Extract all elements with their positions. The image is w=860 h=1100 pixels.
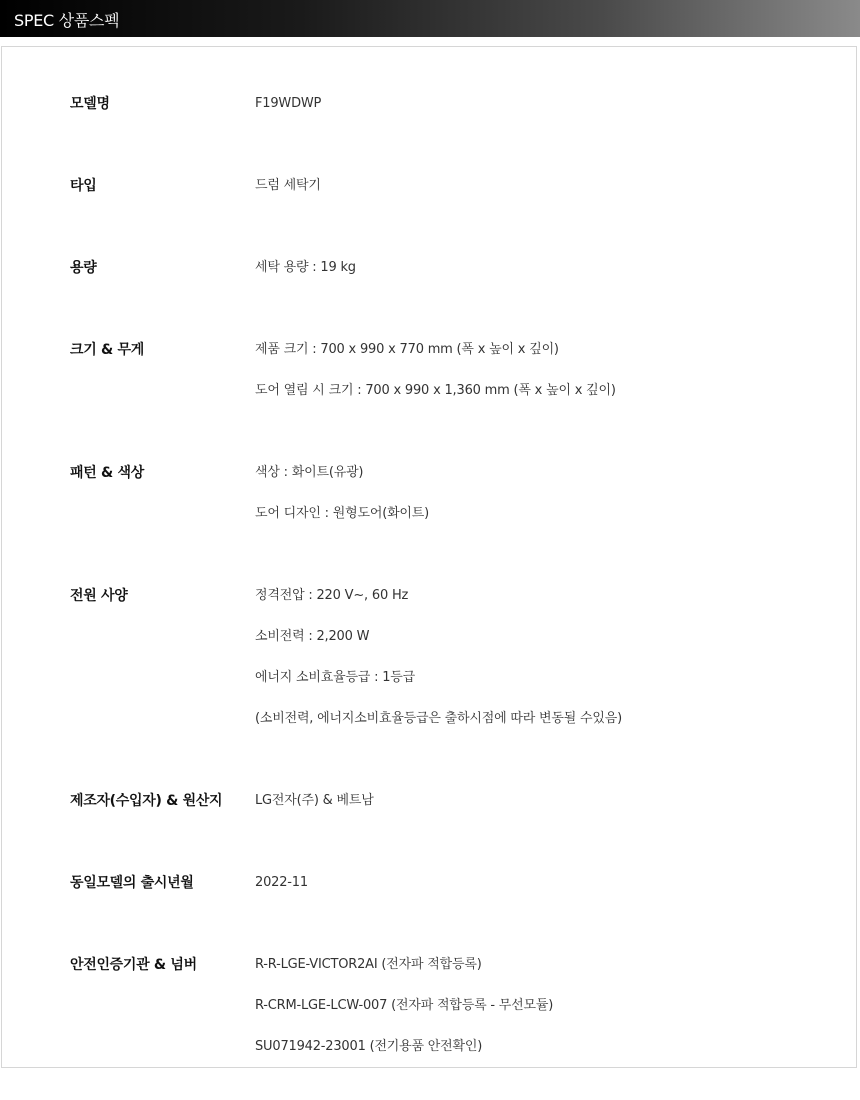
spec-value: 제품 크기 : 700 x 990 x 770 mm (폭 x 높이 x 깊이) — [255, 342, 559, 357]
spec-values — [255, 259, 356, 277]
spec-values — [255, 341, 616, 400]
spec-value: LG전자(주) & 베트남 — [255, 793, 374, 808]
spec-values — [255, 464, 429, 523]
spec-label: 전원 사양 — [70, 588, 128, 604]
spec-values — [255, 587, 622, 728]
spec-label: 용량 — [70, 260, 97, 276]
spec-label: 패턴 & 색상 — [70, 465, 144, 481]
spec-values — [255, 177, 321, 195]
spec-label: 모델명 — [70, 96, 110, 112]
spec-values — [255, 874, 308, 892]
spec-values — [255, 792, 374, 810]
spec-value: 소비전력 : 2,200 W — [255, 629, 370, 644]
spec-value: 에너지 소비효율등급 : 1등급 — [255, 670, 415, 685]
spec-value: SU071942-23001 (전기용품 안전확인) — [255, 1039, 483, 1054]
spec-value: F19WDWP — [255, 96, 322, 111]
spec-value: R-R-LGE-VICTOR2AI (전자파 적합등록) — [255, 957, 482, 972]
spec-header-bar — [0, 0, 860, 37]
spec-value: 드럼 세탁기 — [255, 178, 321, 193]
spec-value: (소비전력, 에너지소비효율등급은 출하시점에 따라 변동될 수있음) — [255, 711, 623, 726]
spec-value: R-CRM-LGE-LCW-007 (전자파 적합등록 - 무선모듈) — [255, 998, 554, 1013]
spec-header-title: SPEC 상품스펙 — [14, 11, 120, 30]
spec-label: 제조자(수입자) & 원산지 — [70, 793, 223, 809]
spec-value: 세탁 용량 : 19 kg — [255, 260, 356, 275]
spec-label: 타입 — [70, 178, 97, 194]
spec-value: 2022-11 — [255, 875, 308, 890]
spec-value: 도어 열림 시 크기 : 700 x 990 x 1,360 mm (폭 x 높이 x 깊이) — [255, 383, 616, 398]
spec-value: 도어 디자인 : 원형도어(화이트) — [255, 506, 430, 521]
spec-label: 동일모델의 출시년월 — [70, 875, 194, 891]
spec-value: 색상 : 화이트(유광) — [255, 465, 364, 480]
spec-values — [255, 95, 321, 113]
spec-label: 크기 & 무게 — [70, 342, 144, 358]
spec-value: 정격전압 : 220 V~, 60 Hz — [255, 588, 409, 603]
spec-label: 안전인증기관 & 넘버 — [70, 957, 197, 973]
spec-values — [255, 956, 553, 1056]
spec-table — [1, 46, 857, 1068]
